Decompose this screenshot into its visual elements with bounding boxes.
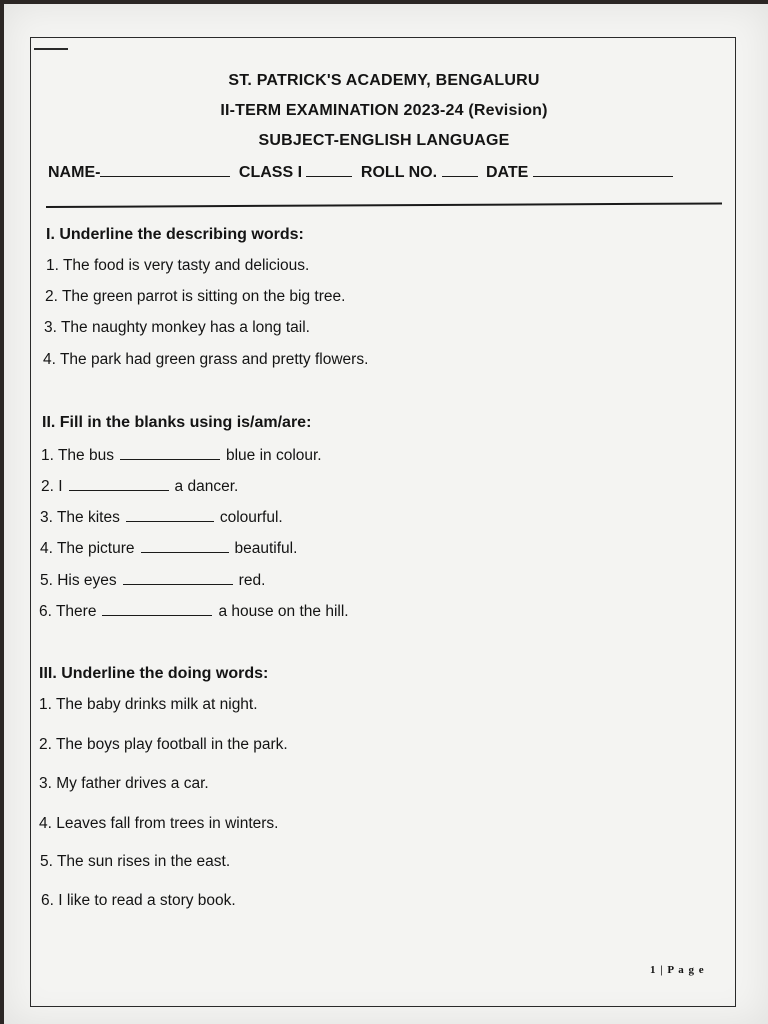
section2-item-1 (41, 446, 322, 465)
item-text-before: 4. The picture (40, 540, 135, 557)
section1-heading: I. Underline the describing words: (46, 226, 304, 243)
section3-heading: III. Underline the doing words: (39, 665, 269, 682)
item-text-after: red. (238, 572, 266, 589)
section2-item-2 (41, 477, 238, 496)
section3-item-6: 6. I like to read a story book. (41, 892, 236, 909)
name-blank[interactable] (100, 162, 230, 177)
answer-blank[interactable] (123, 571, 233, 585)
item-text-before: 3. The kites (40, 509, 120, 526)
item-text-after: a house on the hill. (218, 603, 349, 620)
section2-heading: II. Fill in the blanks using is/am/are: (42, 414, 312, 431)
item-text-before: 5. His eyes (40, 572, 117, 589)
school-name: ST. PATRICK'S ACADEMY, BENGALURU (228, 72, 540, 89)
section1-item-3: 3. The naughty monkey has a long tail. (44, 319, 310, 336)
section3-item-2: 2. The boys play football in the park. (39, 736, 288, 753)
answer-blank[interactable] (120, 446, 220, 460)
answer-blank[interactable] (69, 477, 169, 491)
item-text-after: a dancer. (174, 478, 239, 495)
answer-blank[interactable] (141, 539, 229, 553)
item-text-before: 1. The bus (41, 447, 114, 464)
item-text-before: 6. There (39, 603, 97, 620)
answer-blank[interactable] (126, 508, 214, 522)
student-details-row (48, 162, 677, 182)
item-text-after: colourful. (219, 509, 283, 526)
class-label: CLASS I (238, 164, 303, 181)
name-label: NAME- (48, 164, 101, 181)
item-text-after: blue in colour. (225, 447, 322, 464)
item-text-before: 2. I (41, 478, 63, 495)
section2-item-4 (40, 539, 297, 558)
section3-item-5: 5. The sun rises in the east. (40, 853, 231, 870)
section3-item-4: 4. Leaves fall from trees in winters. (39, 815, 279, 832)
section2-item-5 (40, 571, 265, 590)
roll-label: ROLL NO. (360, 164, 438, 181)
roll-blank[interactable] (442, 162, 478, 177)
exam-title: II-TERM EXAMINATION 2023-24 (Revision) (220, 102, 548, 119)
corner-mark (34, 48, 68, 50)
date-label: DATE (485, 164, 529, 181)
answer-blank[interactable] (102, 602, 212, 616)
date-blank[interactable] (533, 162, 673, 177)
section2-item-6 (39, 602, 349, 621)
section1-item-2: 2. The green parrot is sitting on the big tree. (45, 288, 346, 305)
section1-item-4: 4. The park had green grass and pretty flowers. (43, 351, 369, 368)
subject-title: SUBJECT-ENGLISH LANGUAGE (258, 132, 510, 149)
class-blank[interactable] (306, 162, 352, 177)
section3-item-3: 3. My father drives a car. (39, 775, 209, 792)
section1-item-1: 1. The food is very tasty and delicious. (46, 257, 310, 274)
section3-item-1: 1. The baby drinks milk at night. (39, 696, 258, 713)
page-number: 1 | P a g e (650, 964, 705, 976)
item-text-after: beautiful. (234, 540, 298, 557)
section2-item-3 (40, 508, 283, 527)
